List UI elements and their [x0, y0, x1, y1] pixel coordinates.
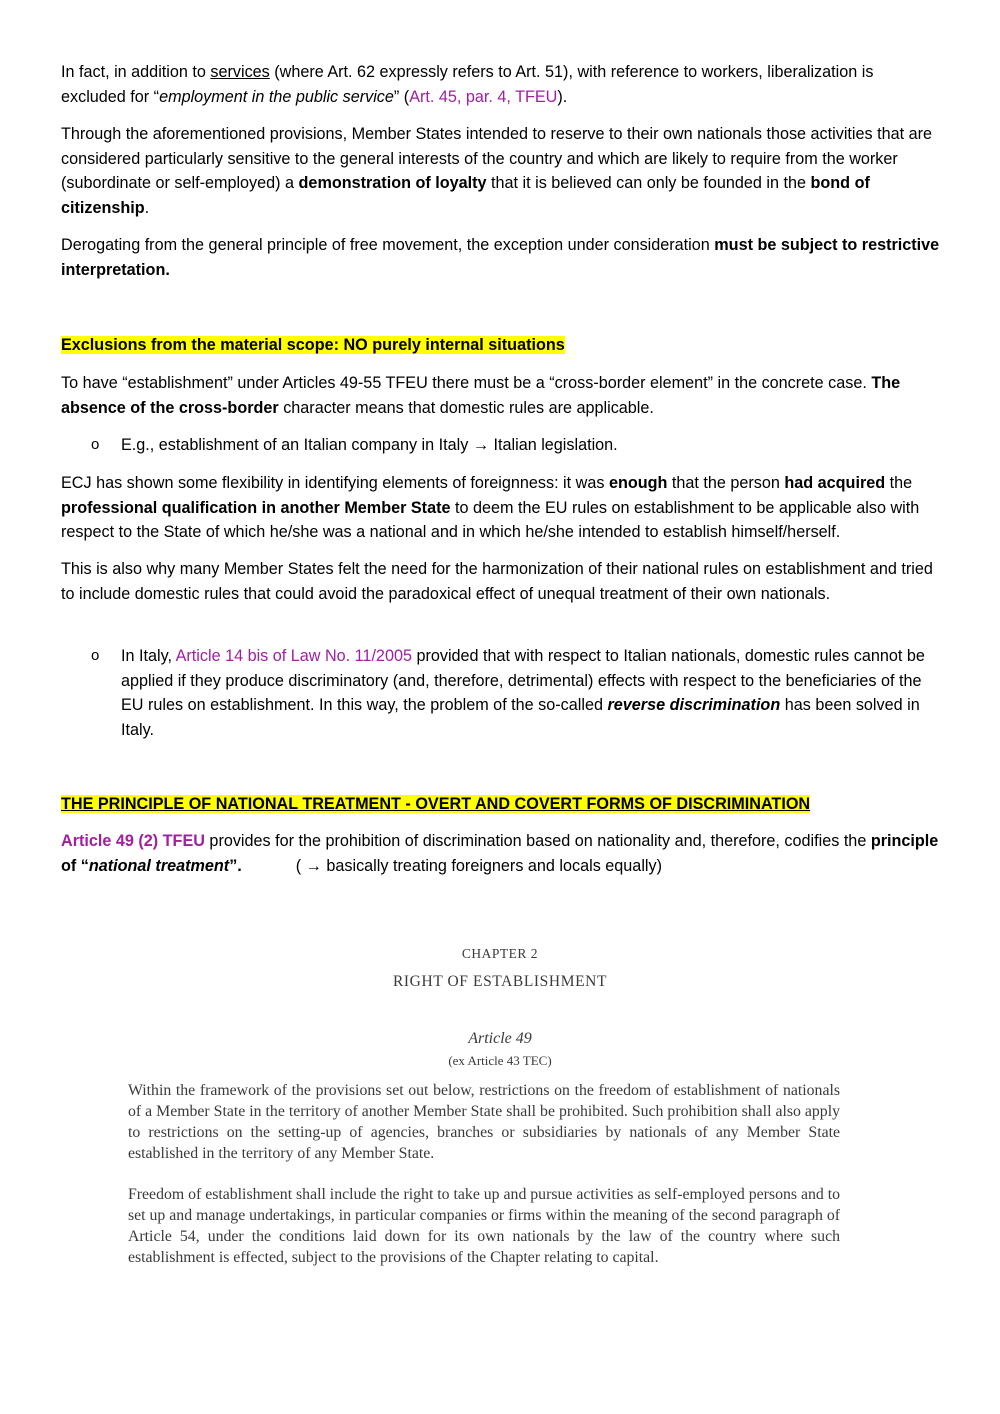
text: ). [557, 87, 568, 106]
text: In Italy, [121, 647, 176, 665]
section-heading-exclusions [61, 333, 565, 358]
bold-term: principle of “ [61, 832, 939, 875]
list-item-italy [91, 644, 941, 742]
legal-reference: Article 49 (2) TFEU [61, 832, 205, 850]
bold-term: The absence of the cross-border [61, 374, 901, 417]
text: the [885, 474, 913, 492]
bold-term: must be subject to restrictive interpretation. [61, 236, 940, 279]
legal-reference: Art. 45, par. 4, TFEU [409, 87, 558, 106]
article-paragraph-2: Freedom of establishment shall include the right to take up and pursue activities as self-employed persons and to set up and manage undertakings, in particular companies or firms within the meaning of the second paragraph of Article 54, under the conditions laid down for its own nationals by the law of the country where such establishment is effected, subject to the provisions of the Chapter relating to capital. [128, 1186, 841, 1266]
underlined-term: services [210, 63, 270, 81]
bullet-circle-icon: o [91, 647, 100, 664]
text: . [144, 198, 150, 217]
chapter-title: RIGHT OF ESTABLISHMENT [392, 973, 608, 990]
paragraph-ecj-flexibility [61, 471, 941, 545]
bold-term: had acquired [784, 474, 886, 492]
bold-term: professional qualification in another Member State [61, 498, 451, 517]
paragraph-article-49 [61, 829, 941, 878]
text: has been solved in Italy. [121, 696, 920, 739]
text: to deem the EU rules on establishment to be applicable also with respect to the State of which he/she was a national and in which he/she intended to establish himself/herself. [61, 498, 920, 541]
article-subtitle: (ex Article 43 TEC) [448, 1053, 552, 1068]
chapter-label: CHAPTER 2 [461, 946, 539, 961]
paragraph-services-exclusion [61, 60, 941, 109]
legal-reference: Article 14 bis of Law No. 11/2005 [175, 647, 412, 665]
text: In fact, in addition to [61, 63, 211, 81]
bold-term: ”. [229, 856, 242, 875]
text: To have “establishment” under Articles 49-55 TFEU there must be a “cross-border element” in the concrete case. [61, 374, 872, 392]
list-item-example [91, 433, 941, 458]
text: (where Art. 62 expressly refers to Art. 51), with reference to workers, liberalization is excluded for “ [61, 63, 874, 106]
text: ” ( [393, 87, 410, 106]
highlighted-heading: THE PRINCIPLE OF NATIONAL TREATMENT - OVERT AND COVERT FORMS OF DISCRIMINATION [61, 795, 811, 813]
paragraph-restrictive-interpretation [61, 233, 941, 282]
italic-term: employment in the public service [159, 87, 394, 106]
text: that the person [667, 474, 785, 492]
text: ECJ has shown some flexibility in identifying elements of foreignness: it was [61, 474, 609, 492]
text: provided that with respect to Italian nationals, domestic rules cannot be applied if they produce discriminatory (and, therefore, detrimental) effects with respect to the beneficiaries of the EU rules on establishment. In this way, the problem of the so-called [121, 647, 925, 714]
highlighted-heading: Exclusions from the material scope: NO purely internal situations [61, 336, 565, 354]
text: Derogating from the general principle of free movement, the exception under consideration [61, 236, 715, 254]
section-heading-national-treatment [61, 792, 810, 817]
bold-italic-term: reverse discrimination [607, 696, 781, 714]
text: character means that domestic rules are applicable. [278, 398, 654, 417]
paragraph-loyalty [61, 122, 941, 220]
article-paragraph-1: Within the framework of the provisions set out below, restrictions on the freedom of establishment of nationals of a Member State in the territory of another Member State shall be prohibited. Such prohibition shall also apply to restrictions on the setting-up of agencies, branches or subsidiaries by nationals of any Member State established in the territory of any Member State. [128, 1082, 840, 1162]
bold-italic-term: national treatment [88, 856, 230, 875]
article-title: Article 49 [468, 1030, 532, 1047]
paragraph-cross-border [61, 371, 941, 420]
text: provides for the prohibition of discrimination based on nationality and, therefore, codifies the [204, 832, 871, 850]
bold-term: demonstration of loyalty [298, 174, 487, 192]
note: ( → basically treating foreigners and locals equally) [295, 856, 662, 875]
text: that it is believed can only be founded in the [486, 174, 811, 192]
bold-term: enough [608, 474, 668, 492]
text: Through the aforementioned provisions, Member States intended to reserve to their own nationals those activities that are considered particularly sensitive to the general interests of the country and which are likely to require from the worker (subordinate or self-employed) a [61, 125, 933, 192]
bold-term: bond of citizenship [61, 174, 870, 217]
bullet-circle-icon: o [91, 436, 100, 453]
text: E.g., establishment of an Italian company in Italy → Italian legislation. [121, 436, 618, 454]
paragraph-harmonization: This is also why many Member States felt the need for the harmonization of their national rules on establishment and tried to include domestic rules that could avoid the paradoxical effect of unequal treatment of their own nationals. [61, 560, 933, 603]
